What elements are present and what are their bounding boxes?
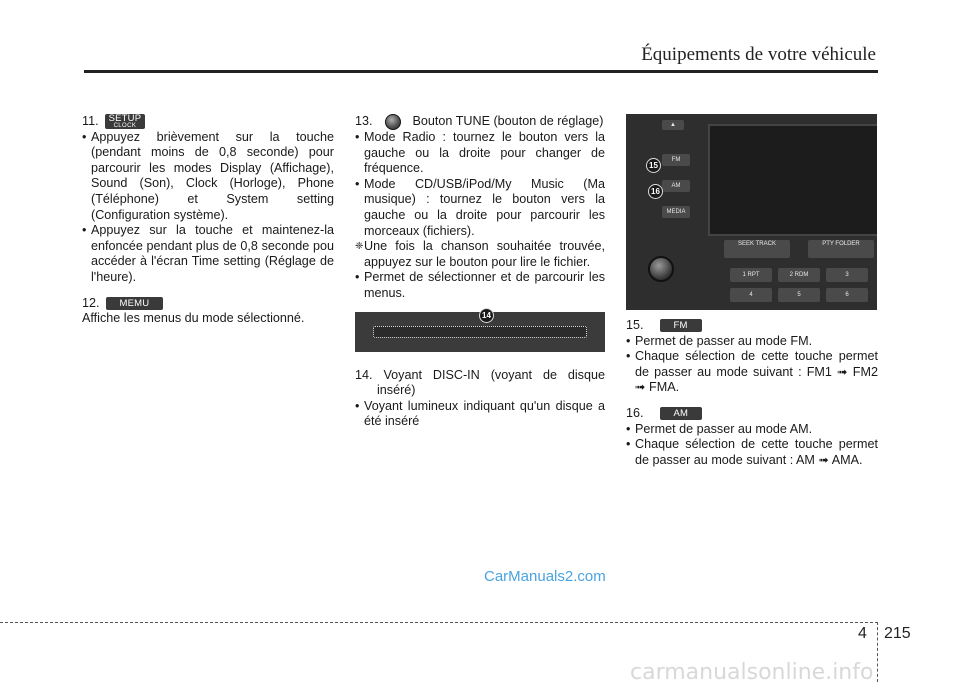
item-11-number: 11. <box>82 114 99 128</box>
power-volume-knob-icon <box>648 256 674 282</box>
header-rule <box>84 70 878 73</box>
preset-5-button: 5 <box>778 288 820 302</box>
tune-knob-icon <box>385 114 401 130</box>
item-14-bullet-1: • Voyant lumineux indiquant qu'un disque a été inséré <box>355 399 605 430</box>
item-12-text: Affiche les menus du mode sélectionné. <box>82 311 305 326</box>
item-13-bullet-2: • Mode CD/USB/iPod/My Music (Ma musique) : tournez le bouton vers la gauche ou la droite pour parcourir les morceaux (fichiers). <box>355 177 605 239</box>
item-14-heading: 14. Voyant DISC-IN (voyant de disque inséré) <box>355 367 605 398</box>
watermark-link[interactable]: CarManuals2.com <box>484 568 606 585</box>
am-button: AM <box>662 180 690 192</box>
preset-4-button: 4 <box>730 288 772 302</box>
column-right <box>626 114 878 468</box>
item-15-bullet-1: • Permet de passer au mode FM. <box>626 334 878 350</box>
footer-divider <box>877 622 878 682</box>
item-15-number: 15. <box>626 318 644 332</box>
item-11-bullet-2: • Appuyez sur la touche et maintenez-la enfoncée pendant plus de 0,8 seconde pou accéder à l'écran Time setting (Réglage de l'heure). <box>82 223 334 285</box>
preset-3-button: 3 <box>826 268 868 282</box>
item-11-heading <box>82 114 334 130</box>
item-16-bullet-2: • Chaque sélection de cette touche permet de passer au mode suivant : AM ➟ AMA. <box>626 437 878 468</box>
preset-2-button: 2 RDM <box>778 268 820 282</box>
item-16-bullet-1: • Permet de passer au mode AM. <box>626 422 878 438</box>
radio-display <box>708 124 877 236</box>
callout-15-icon: 15 <box>646 158 661 173</box>
page-number: 215 <box>884 625 911 642</box>
item-11-bullet-1: • Appuyez brièvement sur la touche (pendant moins de 0,8 seconde) pour parcourir les modes Display (Affichage), Sound (Son), Clock (Horloge), Phone (Téléphone) et System setting (Configuration système). <box>82 130 334 224</box>
column-left <box>82 114 334 327</box>
item-12-number: 12. <box>82 295 100 310</box>
am-button-icon: AM <box>660 407 703 420</box>
item-13-note: ❈ Une fois la chanson souhaitée trouvée, appuyez sur le bouton pour lire le fichier. <box>355 239 605 270</box>
callout-16-icon: 16 <box>648 184 663 199</box>
footer-rule <box>0 622 878 623</box>
watermark-bottom: carmanualsonline.info <box>630 660 874 685</box>
seek-track-button: SEEK TRACK <box>724 240 790 258</box>
pty-folder-button: PTY FOLDER <box>808 240 874 258</box>
item-13-number: 13. <box>355 114 373 128</box>
item-13-heading <box>355 114 605 130</box>
preset-6-button: 6 <box>826 288 868 302</box>
fm-button: FM <box>662 154 690 166</box>
item-16-heading <box>626 406 878 422</box>
setup-label: SETUP <box>108 113 142 125</box>
page-header-title: Équipements de votre véhicule <box>641 44 876 65</box>
callout-14-icon: 14 <box>479 308 494 323</box>
chapter-number: 4 <box>858 625 867 642</box>
fm-button-icon: FM <box>660 319 702 332</box>
radio-panel-image <box>626 114 877 310</box>
menu-button-icon: MEMU <box>106 297 164 310</box>
setup-clock-button-icon <box>105 114 146 129</box>
disc-slot <box>373 326 587 338</box>
eject-button-icon: ▲ <box>662 120 684 130</box>
item-12-heading <box>82 296 334 312</box>
item-15-bullet-2: • Chaque sélection de cette touche permet de passer au mode suivant : FM1 ➟ FM2 ➟ FMA. <box>626 349 878 396</box>
clock-label: CLOCK <box>113 123 137 130</box>
media-button: MEDIA <box>662 206 690 218</box>
disc-slot-image <box>355 312 605 352</box>
item-13-title: Bouton TUNE (bouton de réglage) <box>412 114 604 128</box>
item-13-bullet-3: • Permet de sélectionner et de parcourir les menus. <box>355 270 605 301</box>
item-16-number: 16. <box>626 405 644 420</box>
column-middle <box>355 114 605 430</box>
preset-1-button: 1 RPT <box>730 268 772 282</box>
item-13-bullet-1: • Mode Radio : tournez le bouton vers la gauche ou la droite pour changer de fréquence. <box>355 130 605 177</box>
item-15-heading <box>626 318 878 334</box>
